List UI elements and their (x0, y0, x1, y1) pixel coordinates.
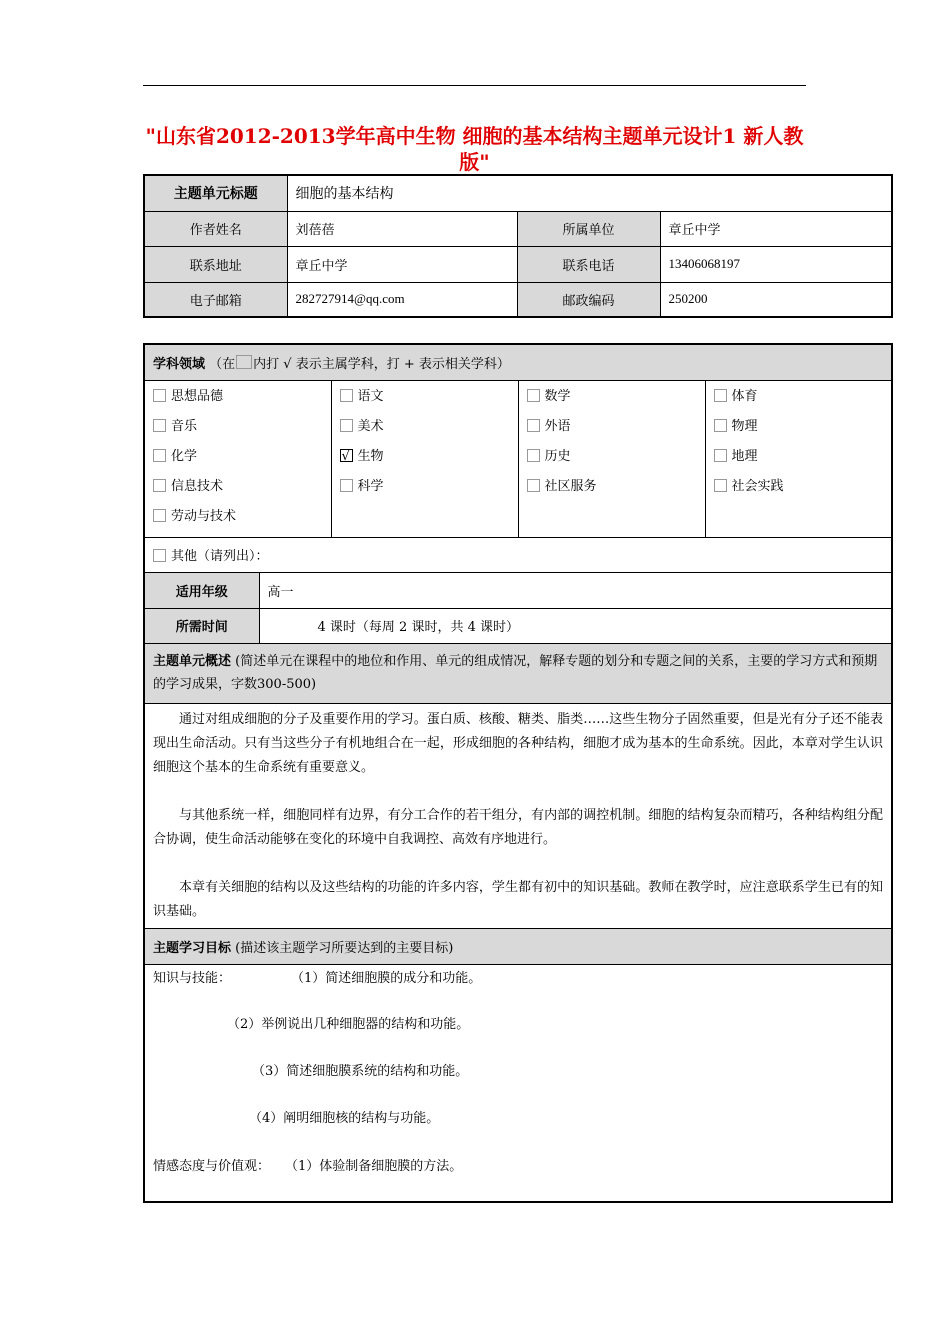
topic-label: 主题单元标题 (144, 175, 287, 211)
goal-item: （1）简述细胞膜的成分和功能。 (291, 970, 482, 986)
subjects-header (144, 344, 892, 380)
unit-value: 章丘中学 (660, 211, 892, 246)
knowledge-label: 知识与技能： (153, 970, 232, 986)
checkbox-icon[interactable] (527, 449, 540, 462)
overview-header (144, 643, 892, 703)
time-value: 4 课时（每周 2 课时，共 4 课时） (259, 608, 892, 643)
goal-item: （3）简述细胞膜系统的结构和功能。 (252, 1063, 469, 1079)
checked-checkbox-icon[interactable] (340, 449, 353, 462)
checkbox-icon[interactable] (527, 419, 540, 432)
address-value: 章丘中学 (287, 246, 517, 282)
checkbox-icon[interactable] (527, 479, 540, 492)
overview-paragraph: 本章有关细胞的结构以及这些结构的功能的许多内容，学生都有初中的知识基础。教师在教学时，应注意联系学生已有的知识基础。 (153, 879, 884, 919)
checkbox-icon[interactable] (714, 389, 727, 402)
goals-header (144, 928, 892, 964)
subject-item[interactable]: 社会实践 (714, 477, 884, 507)
subjects-header-note-a: （在 (209, 356, 236, 372)
subject-item[interactable]: 语文 (340, 387, 510, 417)
overview-paragraph: 通过对组成细胞的分子及重要作用的学习。蛋白质、核酸、糖类、脂类……这些生物分子固然重要，但是光有分子还不能表现出生命活动。只有当这些分子有机地组合在一起，形成细胞的各种结构，细胞才成为基本的生命系统。因此，本章对学生认识细胞这个基本的生命系统有重要意义。 (153, 711, 884, 775)
checkbox-icon[interactable] (153, 549, 166, 562)
subjects-col-2 (331, 380, 518, 537)
checkbox-icon[interactable] (153, 449, 166, 462)
checkbox-sample-icon (236, 355, 252, 369)
checkbox-icon[interactable] (527, 389, 540, 402)
emotion-item: （1）体验制备细胞膜的方法。 (285, 1158, 463, 1174)
subjects-col-1 (144, 380, 331, 537)
address-label: 联系地址 (144, 246, 287, 282)
subject-item[interactable]: 地理 (714, 447, 884, 477)
unit-label: 所属单位 (517, 211, 660, 246)
overview-body (144, 703, 892, 928)
goals-note: (描述该主题学习所要达到的主要目标) (235, 940, 454, 956)
subject-item[interactable]: 历史 (527, 447, 697, 477)
grade-label: 适用年级 (144, 572, 259, 608)
checkbox-icon[interactable] (714, 419, 727, 432)
subject-item[interactable]: 美术 (340, 417, 510, 447)
checkbox-icon[interactable] (153, 479, 166, 492)
topic-value: 细胞的基本结构 (287, 175, 892, 211)
phone-value: 13406068197 (660, 246, 892, 282)
phone-label: 联系电话 (517, 246, 660, 282)
subject-item[interactable]: 外语 (527, 417, 697, 447)
overview-label: 主题单元概述 (153, 654, 232, 669)
subject-item[interactable]: 社区服务 (527, 477, 697, 507)
checkbox-icon[interactable] (340, 389, 353, 402)
postcode-label: 邮政编码 (517, 282, 660, 317)
subject-item[interactable]: 数学 (527, 387, 697, 417)
emotion-label: 情感态度与价值观： (153, 1158, 271, 1174)
checkbox-icon[interactable] (153, 509, 166, 522)
author-label: 作者姓名 (144, 211, 287, 246)
checkbox-icon[interactable] (714, 449, 727, 462)
subject-item[interactable]: 音乐 (153, 417, 323, 447)
author-value: 刘蓓蓓 (287, 211, 517, 246)
goal-item: （2）举例说出几种细胞器的结构和功能。 (227, 1016, 470, 1032)
subject-item-checked[interactable]: √生物 (340, 447, 510, 477)
goal-item: （4）阐明细胞核的结构与功能。 (249, 1110, 440, 1126)
checkbox-icon[interactable] (340, 419, 353, 432)
subject-item[interactable]: 化学 (153, 447, 323, 477)
subjects-col-3 (518, 380, 705, 537)
checkbox-icon[interactable] (153, 419, 166, 432)
time-label: 所需时间 (144, 608, 259, 643)
subject-item[interactable]: 信息技术 (153, 477, 323, 507)
subject-other[interactable]: 其他（请列出）： (144, 537, 892, 572)
overview-paragraph: 与其他系统一样，细胞同样有边界，有分工合作的若干组分，有内部的调控机制。细胞的结构复杂而精巧，各种结构组分配合协调，使生命活动能够在变化的环境中自我调控、高效有序地进行。 (153, 807, 884, 847)
subject-item[interactable]: 体育 (714, 387, 884, 417)
email-label: 电子邮箱 (144, 282, 287, 317)
document-title: "山东省2012-2013学年高中生物 细胞的基本结构主题单元设计1 新人教版" (145, 124, 804, 174)
subject-item[interactable]: 思想品德 (153, 387, 323, 417)
header-rule (143, 85, 806, 86)
checkbox-icon[interactable] (153, 389, 166, 402)
subject-item[interactable]: 劳动与技术 (153, 507, 323, 537)
email-value: 282727914@qq.com (287, 282, 517, 317)
subjects-header-note-b: 内打 √ 表示主属学科，打 + 表示相关学科） (253, 356, 510, 372)
checkbox-icon[interactable] (340, 479, 353, 492)
grade-value: 高一 (259, 572, 892, 608)
goals-label: 主题学习目标 (153, 940, 232, 956)
info-table (143, 174, 893, 318)
subjects-header-label: 学科领域 (153, 356, 206, 372)
subject-item[interactable]: 物理 (714, 417, 884, 447)
checkbox-icon[interactable] (714, 479, 727, 492)
subjects-col-4 (705, 380, 892, 537)
subject-item[interactable]: 科学 (340, 477, 510, 507)
goals-body (144, 964, 892, 1202)
postcode-value: 250200 (660, 282, 892, 317)
overview-note: (简述单元在课程中的地位和作用、单元的组成情况，解释专题的划分和专题之间的关系，主要的学习方式和预期的学习成果，字数300-500) (153, 654, 878, 692)
main-table (143, 343, 893, 1203)
